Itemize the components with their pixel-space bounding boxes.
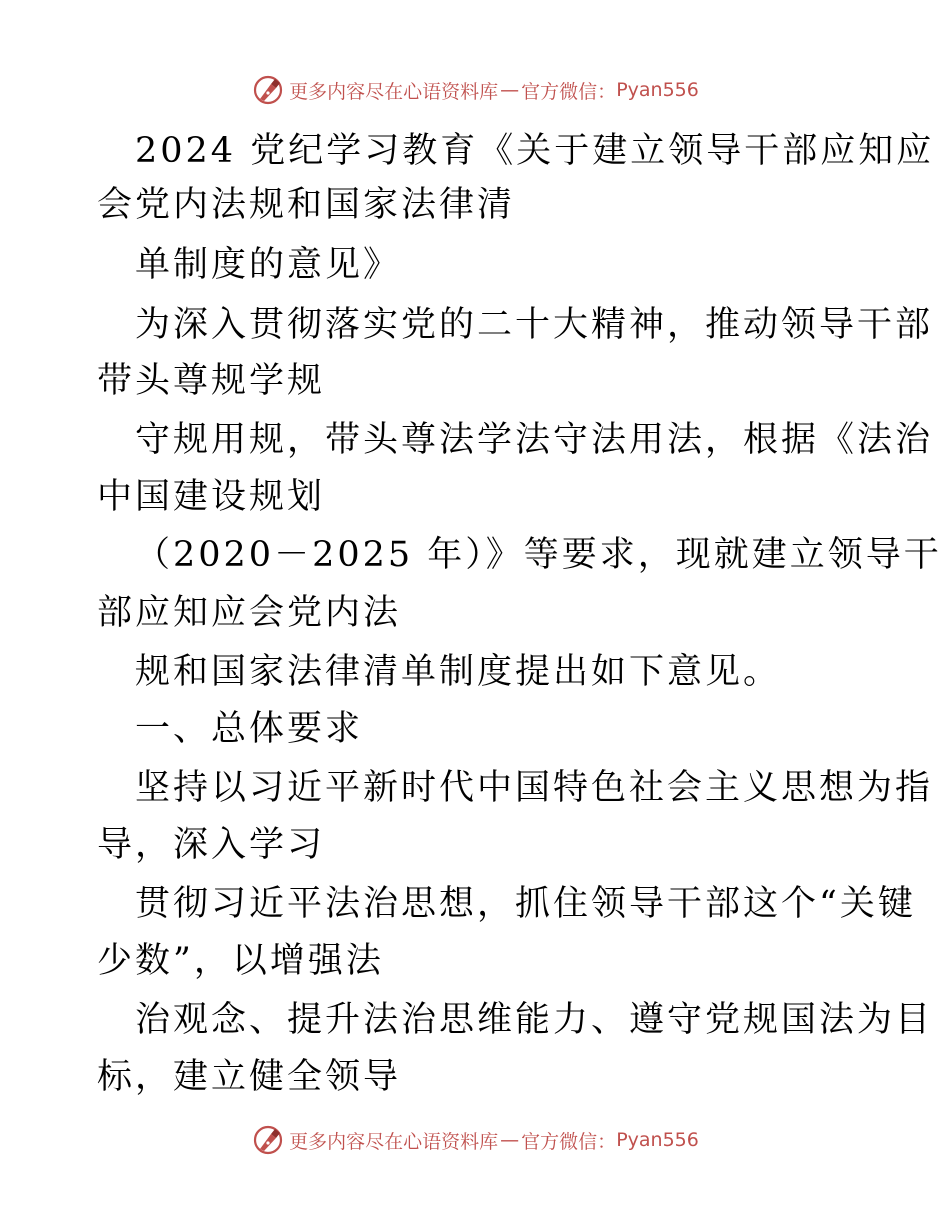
pen-nib-circle-icon [251, 1123, 285, 1157]
document-title-line-3: 单制度的意见》 [135, 245, 402, 285]
paragraph-line: （2020－2025 年）》等要求，现就建立领导干 [135, 535, 942, 575]
watermark-label: 官方微信： [521, 80, 617, 103]
paragraph-line: 治观念、提升法治思维能力、遵守党规国法为目 [135, 1000, 934, 1040]
section-heading: 一、总体要求 [135, 709, 364, 749]
pen-nib-circle-icon [251, 73, 285, 107]
document-title-line-2: 会党内法规和国家法律清 [97, 185, 516, 225]
paragraph-line: 为深入贯彻落实党的二十大精神，推动领导干部 [135, 305, 934, 345]
header-watermark [0, 70, 950, 110]
footer-watermark [0, 1120, 950, 1160]
watermark-account: Pyan556 [616, 79, 699, 101]
paragraph-line: 导，深入学习 [97, 825, 326, 865]
paragraph-line: 少数”，以增强法 [97, 941, 384, 981]
watermark-label: 官方微信： [521, 1130, 617, 1153]
paragraph-line: 守规用规，带头尊法学法守法用法，根据《法治 [135, 420, 934, 460]
watermark-site: 更多内容尽在心语资料库 [289, 1130, 499, 1153]
watermark-account: Pyan556 [616, 1129, 699, 1151]
paragraph-line: 坚持以习近平新时代中国特色社会主义思想为指 [135, 768, 934, 808]
watermark-site: 更多内容尽在心语资料库 [289, 80, 499, 103]
paragraph-line: 中国建设规划 [97, 477, 326, 517]
paragraph-line: 规和国家法律清单制度提出如下意见。 [135, 652, 782, 692]
document-title-line-1: 2024 党纪学习教育《关于建立领导干部应知应 [135, 131, 935, 171]
watermark-separator: — [500, 79, 520, 101]
paragraph-line: 部应知应会党内法 [97, 593, 402, 633]
paragraph-line: 标，建立健全领导 [97, 1057, 402, 1097]
paragraph-line: 带头尊规学规 [97, 361, 326, 401]
watermark-separator: — [500, 1129, 520, 1151]
paragraph-line: 贯彻习近平法治思想，抓住领导干部这个“关键 [135, 884, 916, 924]
